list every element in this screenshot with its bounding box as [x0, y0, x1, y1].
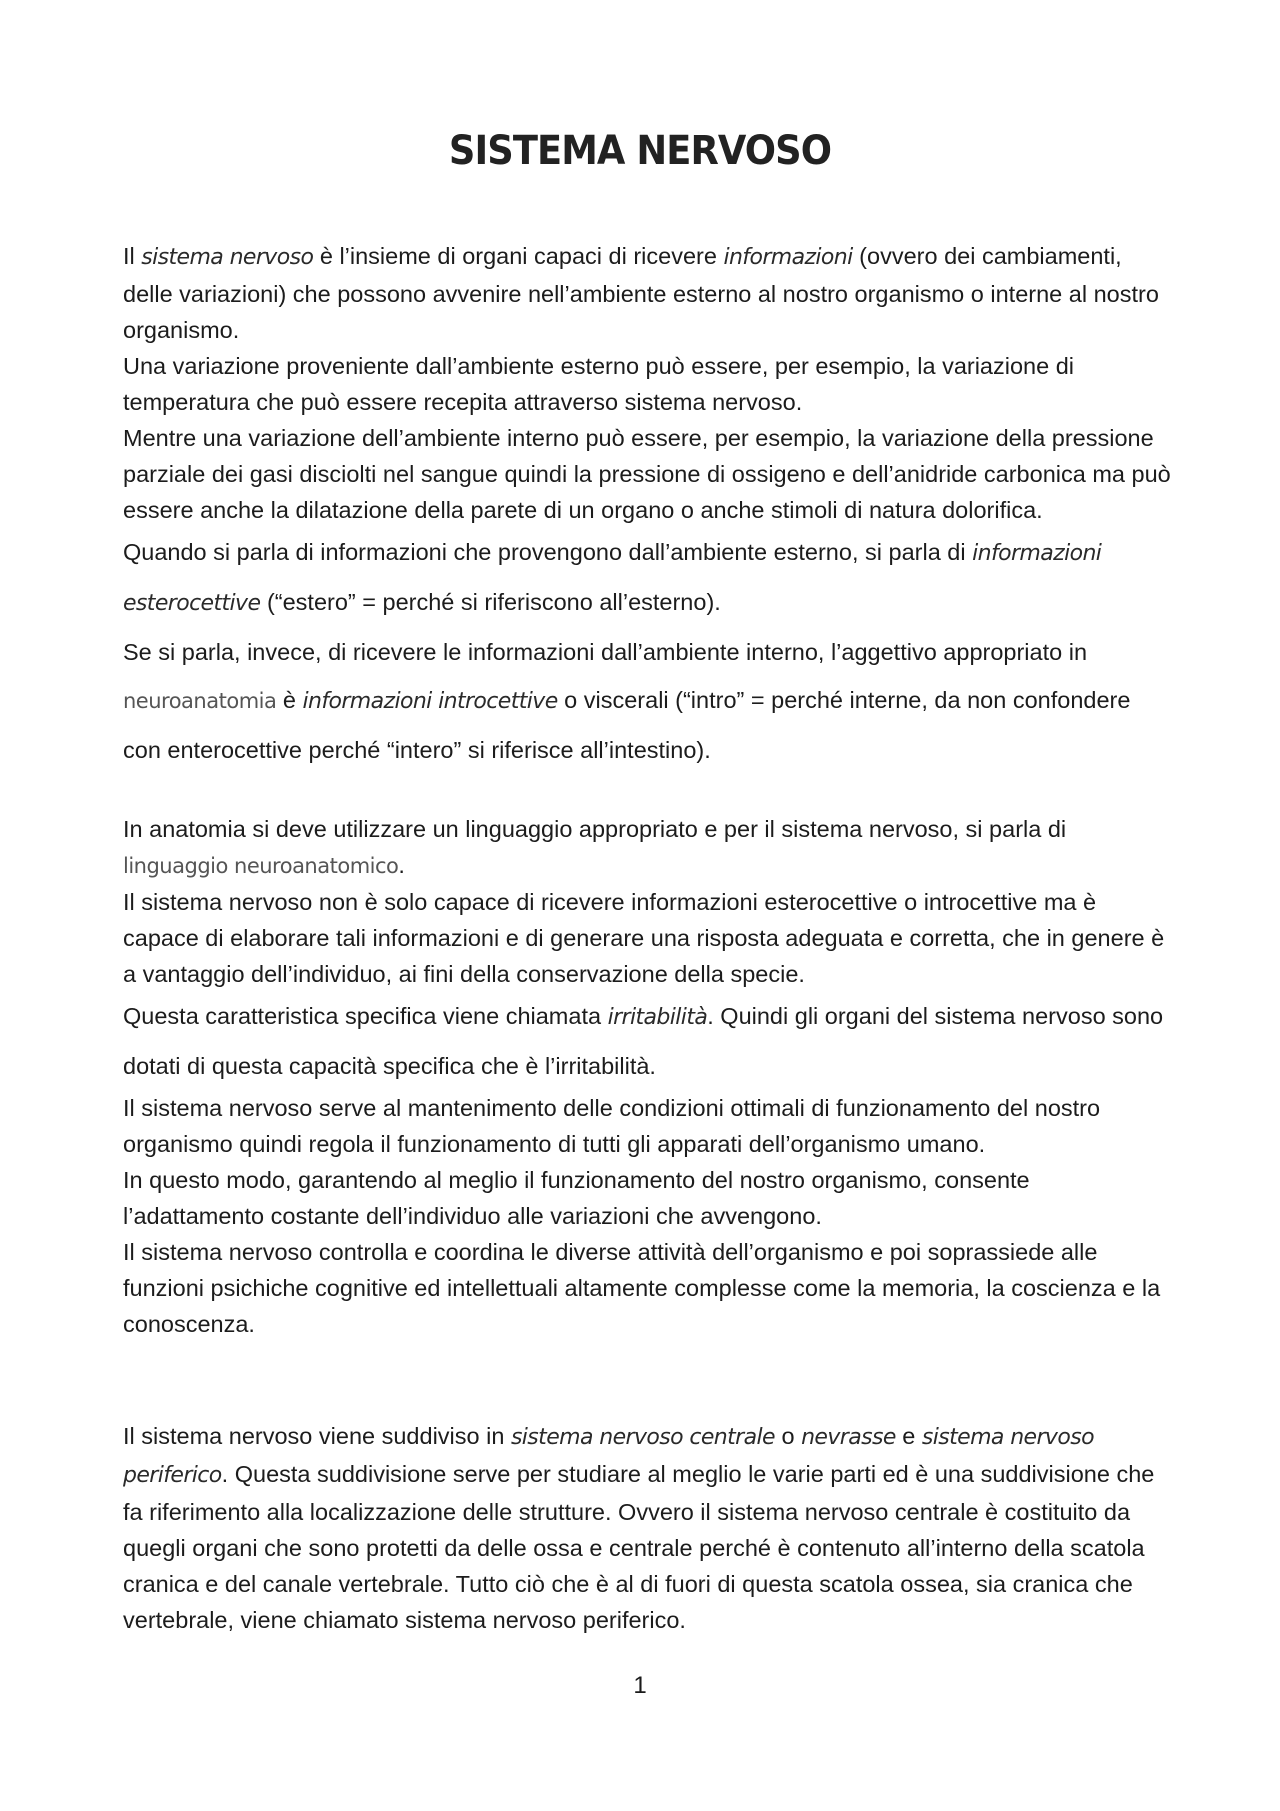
sentence-exteroceptive: Quando si parla di informazioni che provengono dall’ambiente esterno, si parla di informazioni esterocettive (“estero” = perché si riferiscono all’esterno).: [123, 539, 1102, 616]
handwritten-term-nevrasse: nevrasse: [801, 1425, 896, 1450]
paragraph-irritability: [123, 811, 1173, 1342]
handwritten-term-neuroanatomia: neuroanatomia: [123, 689, 277, 713]
handwritten-term-irritabilita: irritabilità: [607, 1005, 708, 1030]
sentence-internal-variation: Mentre una variazione dell’ambiente interno può essere, per esempio, la variazione della pressione parziale dei gasi disciolti nel sangue quindi la pressione di ossigeno e dell’anidride carbonica ma può essere anche la dilatazione della parete di un organo o anche stimoli di natura dolorifica.: [123, 425, 1171, 523]
handwritten-term-linguaggio-neuroanatomico: linguaggio neuroanatomico: [123, 854, 399, 878]
handwritten-term-introcettive: informazioni introcettive: [302, 689, 558, 714]
handwritten-term-informazioni: informazioni: [723, 245, 853, 270]
paragraph-subdivision: [123, 1418, 1173, 1638]
sentence-adaptation: In questo modo, garantendo al meglio il funzionamento del nostro organismo, consente l’adattamento costante dell’individuo alle variazioni che avvengono.: [123, 1167, 1030, 1229]
handwritten-term-snc: sistema nervoso centrale: [510, 1425, 775, 1450]
sentence-irritabilita: Questa caratteristica specifica viene chiamata irritabilità. Quindi gli organi del sistema nervoso sono dotati di questa capacità specifica che è l’irritabilità.: [123, 1003, 1164, 1079]
sentence-central-peripheral: Il sistema nervoso viene suddiviso in sistema nervoso centrale o nevrasse e sistema nervoso periferico. Questa suddivisione serve per studiare al meglio le varie parti ed è una suddivisione che fa riferimento alla localizzazione delle strutture. Ovvero il sistema nervoso centrale è costituito da quegli organi che sono protetti da delle ossa e centrale perché è contenuto all’interno della scatola cranica e del canale vertebrale. Tutto ciò che è al di fuori di questa scatola ossea, sia cranica che vertebrale, viene chiamato sistema nervoso periferico.: [123, 1423, 1155, 1633]
page-number: 1: [633, 1672, 647, 1699]
sentence-coordination: Il sistema nervoso controlla e coordina le diverse attività dell’organismo e poi soprassiede alle funzioni psichiche cognitive ed intellettuali altamente complesse come la memoria, la coscienza e la conoscenza.: [123, 1239, 1161, 1337]
sentence-interoceptive: Se si parla, invece, di ricevere le informazioni dall’ambiente interno, l’aggettivo appropriato in neuroanatomia è informazioni introcettive o viscerali (“intro” = perché interne, da non confondere con enterocettive perché “intero” si riferisce all’intestino).: [123, 639, 1131, 763]
sentence-maintenance: Il sistema nervoso serve al mantenimento delle condizioni ottimali di funzionamento del nostro organismo quindi regola il funzionamento di tutti gli apparati dell’organismo umano.: [123, 1095, 1101, 1157]
sentence-elaboration: Il sistema nervoso non è solo capace di ricevere informazioni esterocettive o introcettive ma è capace di elaborare tali informazioni e di generare una risposta adeguata e corretta, che in genere è a vantaggio dell’individuo, ai fini della conservazione della specie.: [123, 889, 1165, 987]
handwritten-term-esterocettive: informazioni esterocettive: [123, 541, 1102, 616]
handwritten-term-snp: sistema nervoso periferico: [123, 1425, 1094, 1488]
sentence-external-variation: Una variazione proveniente dall’ambiente esterno può essere, per esempio, la variazione di temperatura che può essere recepita attraverso sistema nervoso.: [123, 353, 1075, 415]
handwritten-term-sistema-nervoso: sistema nervoso: [141, 245, 314, 270]
sentence-neuroanatomic-language: In anatomia si deve utilizzare un linguaggio appropriato e per il sistema nervoso, si parla di linguaggio neuroanatomico.: [123, 816, 1067, 878]
paragraph-intro: [123, 238, 1173, 774]
sentence-definition: Il sistema nervoso è l’insieme di organi capaci di ricevere informazioni (ovvero dei cambiamenti, delle variazioni) che possono avvenire nell’ambiente esterno al nostro organismo o interne al nostro organismo.: [123, 243, 1159, 343]
page-title: SISTEMA NERVOSO: [448, 128, 832, 174]
